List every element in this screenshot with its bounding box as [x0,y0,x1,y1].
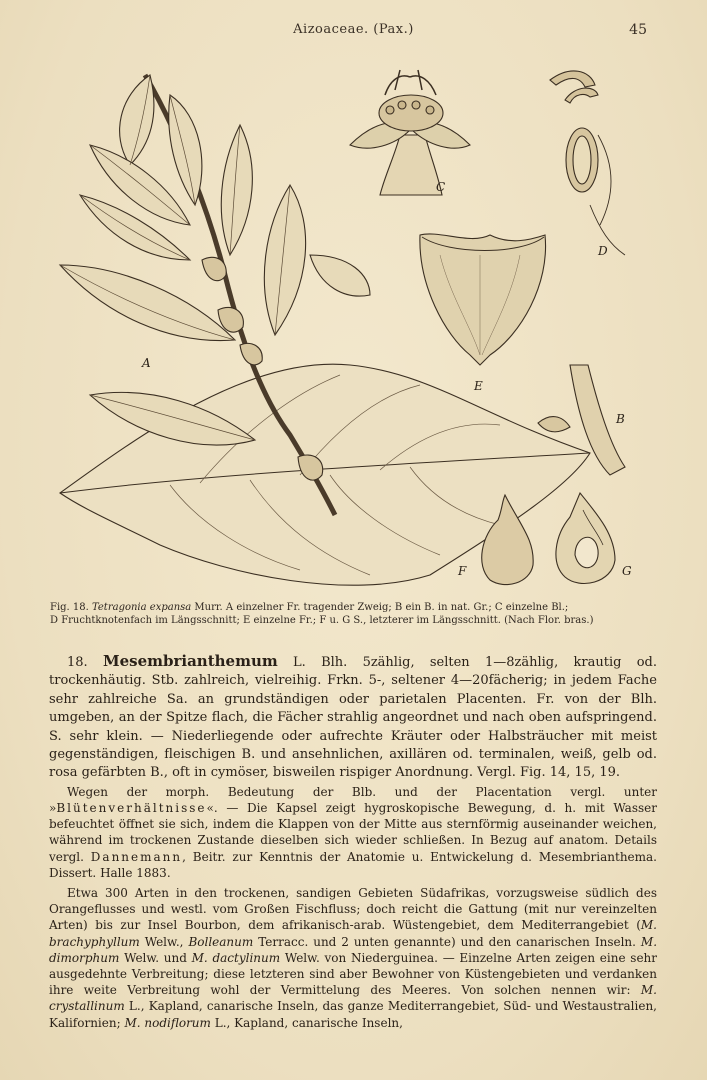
leaf-a-8 [310,255,370,296]
figure-number: Fig. 18. [50,602,89,613]
page-header [0,22,707,42]
genus-name: Mesembrianthemum [102,652,278,670]
text-run: Welw. und [119,950,192,965]
caption-line-2: D Fruchtknotenfach im Längsschnitt; E einzelne Fr.; F u. G S., letzterer im Längsschnitt. (Nach Flor. bras.) [50,615,594,626]
species-name: Tetragonia expansa [92,602,192,613]
panel-label-c: C [436,180,446,194]
morphology-paragraph [49,784,657,881]
distribution-paragraph [49,885,657,1031]
section-d-illustration [550,71,625,255]
text-run: L., Kapland, canarische Inseln, [210,1015,403,1030]
panel-label-d: D [598,244,608,258]
species-name: Bolleanum [188,934,254,949]
page-number: 45 [629,22,647,38]
panel-label-b: B [616,412,625,426]
text-run: «. — Die Kapsel zeigt hygroskopische Bewegung, d. h. mit Wasser befeuchtet öffnet sie sich, indem die Klappen von der Mitte aus sternförmig auseinander weichen, während im trockenen Zustande dieselben sich wieder schließen. In Bezug auf anatom. Details vergl. [49,801,657,864]
figure-caption [50,601,660,627]
text-run: Terracc. und 2 unten genannte) und den canarischen Inseln. [253,934,641,949]
spaced-term: Blütenverhältnisse [56,801,207,816]
species-name: M. brachyphyllum [49,918,657,949]
text-run: Wegen der morph. Bedeutung der Blb. und der Placentation vergl. unter » [49,784,657,816]
panel-label-a: A [142,356,151,370]
genus-paragraph [49,652,657,783]
running-head: Aizoaceae. (Pax.) [293,22,414,37]
text-run: Etwa 300 Arten in den trockenen, sandigen Gebieten Südafrikas, vorzugsweise südlich des Orangeflusses und westl. vom Großen Fischfluss; doch reicht die Gattung (mit nur vereinzelten Arten) bis zur Insel Bourbon, dem afrikanisch-arab. Wüstengebiet, dem Mediterrangebiet ( [49,886,657,933]
author-name: Dannemann [90,849,183,864]
leaf-a-6 [264,185,305,335]
species-name: M. nodiflorum [124,1015,211,1030]
flower-c-illustration [350,70,470,195]
genus-number: 18. [67,655,88,670]
panel-label-f: F [458,564,467,578]
text-run: , Beitr. zur Kenntnis der Anatomie u. Entwickelung d. Mesembrianthema. Dissert. Halle 1883. [49,849,657,880]
text-run: Welw., [139,934,189,949]
species-name: M. dactylinum [191,950,281,965]
text-run: L., Kapland, canarische Inseln, das ganze Mediterrangebiet, Süd- und Westaustralien, Kalifornien; [49,999,657,1030]
panel-label-e: E [474,379,483,393]
text-run: Welw. von Niederguinea. — Einzelne Arten zeigen eine sehr ausgedehnte Verbreitung; diese letzteren sind aber Bewohner von Küstengebieten und verdanken ihre weite Verbreitung wohl der Vermittelung des Meeres. Von solchen nennen wir: [49,950,658,998]
leaf-a-5 [221,125,252,255]
genus-description: L. Blh. 5zählig, selten 1—8zählig, krautig od. trockenhäutig. Stb. zahlreich, vielreihig. Frkn. 5-, seltener 4—20fächerig; in jedem Fache sehr zahlreiche Sa. an grundständigen oder parietalen Placenten. Fr. von der Blh. umgeben, an der Spitze flach, die Fächer strahlig angeordnet und nach oben aufspringend. S. sehr klein. — Niederliegende oder aufrechte Kräuter oder Halbsträucher mit meist gegenständigen, fleischigen B. und ansehnlichen, axillären od. terminalen, weiß, gelb od. rosa gefärbten B., oft in cymöser, bisweilen rispiger Anordnung. Vergl. Fig. 14, 15, 19. [49,655,658,781]
panel-label-g: G [622,564,632,578]
species-name: M. dimorphum [49,934,658,965]
body-text [49,652,657,1031]
species-name: M. crystallinum [49,983,657,1014]
fruit-e-illustration [420,234,546,365]
seed-g-illustration [556,493,615,583]
leaf-a-2 [169,95,202,205]
botanical-plate [50,55,665,595]
leaf-a-1 [120,75,154,165]
caption-line-1: Murr. A einzelner Fr. tragender Zweig; B ein B. in nat. Gr.; C einzelne Bl.; [191,602,569,613]
